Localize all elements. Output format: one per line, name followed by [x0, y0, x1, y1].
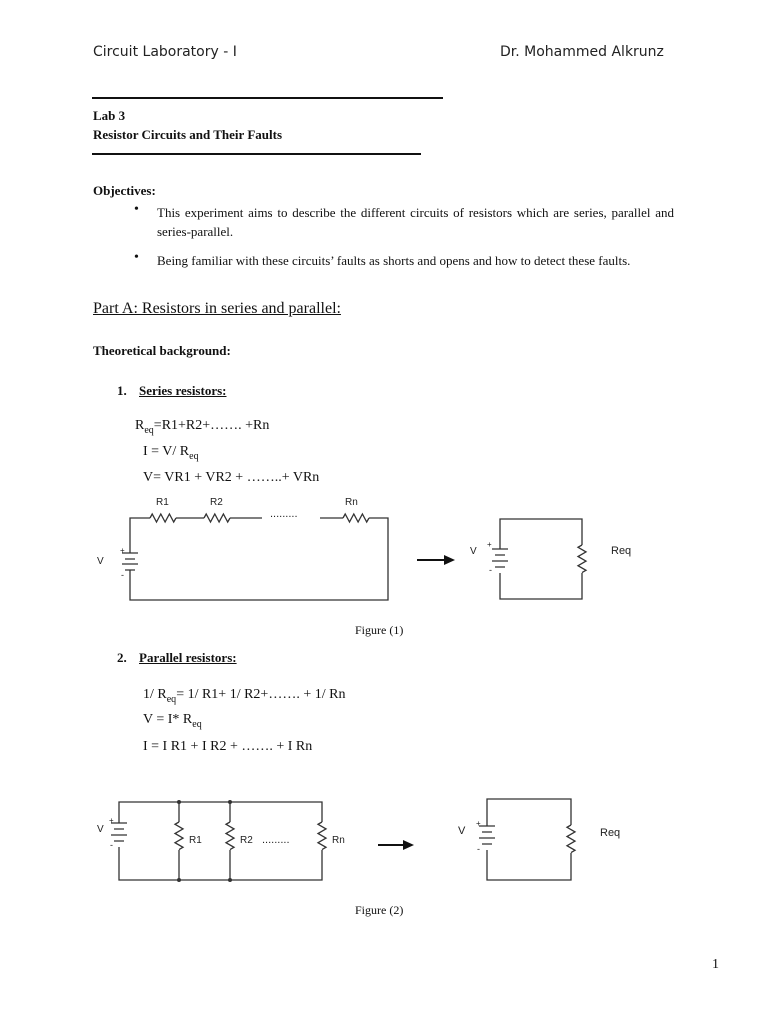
bullet-1: •	[134, 202, 139, 217]
bullet-2: •	[134, 250, 139, 265]
series-label-req: Req	[611, 545, 632, 557]
parallel-eq-current: I = I R1 + I R2 + ……. + I Rn	[143, 739, 313, 754]
series-title: Series resistors:	[139, 383, 227, 398]
parallel-eq-label-v: V	[458, 825, 466, 837]
series-eq-voltage: V= VR1 + VR2 + ……..+ VRn	[143, 470, 320, 485]
parallel-eq-battery	[479, 826, 495, 844]
parallel-label-r1: R1	[189, 835, 202, 846]
parallel-label-rn: Rn	[332, 835, 345, 846]
parallel-frame	[119, 802, 322, 880]
parallel-req-resistor	[567, 825, 575, 853]
series-label-r1: R1	[156, 497, 169, 508]
parallel-label-req: Req	[600, 827, 621, 839]
figure-1-caption: Figure (1)	[355, 623, 404, 637]
parallel-number: 2.	[117, 650, 127, 665]
lab-number: Lab 3	[93, 108, 126, 123]
parallel-r1	[175, 822, 183, 850]
parallel-label-dots: .........	[262, 834, 290, 846]
series-eq-label-v: V	[470, 546, 477, 557]
parallel-node-bot-2	[228, 878, 232, 882]
parallel-label-v: V	[97, 824, 104, 835]
parallel-node-top-2	[228, 800, 232, 804]
series-label-dots: .........	[270, 508, 298, 520]
series-plus: +	[120, 546, 125, 555]
objective-1: This experiment aims to describe the different circuits of resistors which are series, parallel and series-parallel.	[157, 205, 674, 239]
series-number: 1.	[117, 383, 127, 398]
parallel-eq-voltage: V = I* $R_{eq}$	[143, 712, 202, 730]
parallel-node-bot-1	[177, 878, 181, 882]
page-number: 1	[712, 957, 719, 972]
series-label-v: V	[97, 556, 104, 567]
part-a-title: Part A: Resistors in series and parallel:	[93, 300, 341, 317]
series-eq-plus: +	[487, 540, 492, 549]
parallel-r2	[226, 822, 234, 850]
parallel-minus: -	[110, 840, 113, 850]
series-eq-req: $R_{eq}=R1+R2+\dots\dots$. +Rn	[135, 418, 270, 436]
series-label-rn: Rn	[345, 497, 358, 508]
parallel-arrow-head	[403, 840, 414, 850]
parallel-eq-minus: -	[477, 844, 480, 854]
parallel-label-r2: R2	[240, 835, 253, 846]
series-label-r2: R2	[210, 497, 223, 508]
parallel-eq-req: 1/ $R_{eq}= 1/$ R1+ 1/ R2+……. + 1/ Rn	[143, 687, 346, 705]
series-minus: -	[121, 570, 124, 580]
header-author: Dr. Mohammed Alkrunz	[500, 44, 664, 60]
parallel-title: Parallel resistors:	[139, 650, 237, 665]
series-eq-current: I = V/ $R_{eq}$	[143, 444, 199, 462]
parallel-eq-wire	[487, 799, 571, 880]
parallel-rn	[318, 822, 326, 850]
lab-title: Resistor Circuits and Their Faults	[93, 127, 283, 142]
parallel-battery	[111, 823, 127, 841]
theory-heading: Theoretical background:	[93, 343, 231, 358]
objective-2: Being familiar with these circuits’ faults as shorts and opens and how to detect these faults.	[157, 253, 631, 268]
parallel-eq-plus: +	[476, 819, 481, 828]
series-eq-minus: -	[489, 565, 492, 575]
parallel-node-top-1	[177, 800, 181, 804]
objectives-heading: Objectives:	[93, 183, 156, 198]
header-course: Circuit Laboratory - I	[93, 44, 237, 60]
parallel-plus: +	[109, 816, 114, 825]
figure-2-caption: Figure (2)	[355, 903, 404, 917]
